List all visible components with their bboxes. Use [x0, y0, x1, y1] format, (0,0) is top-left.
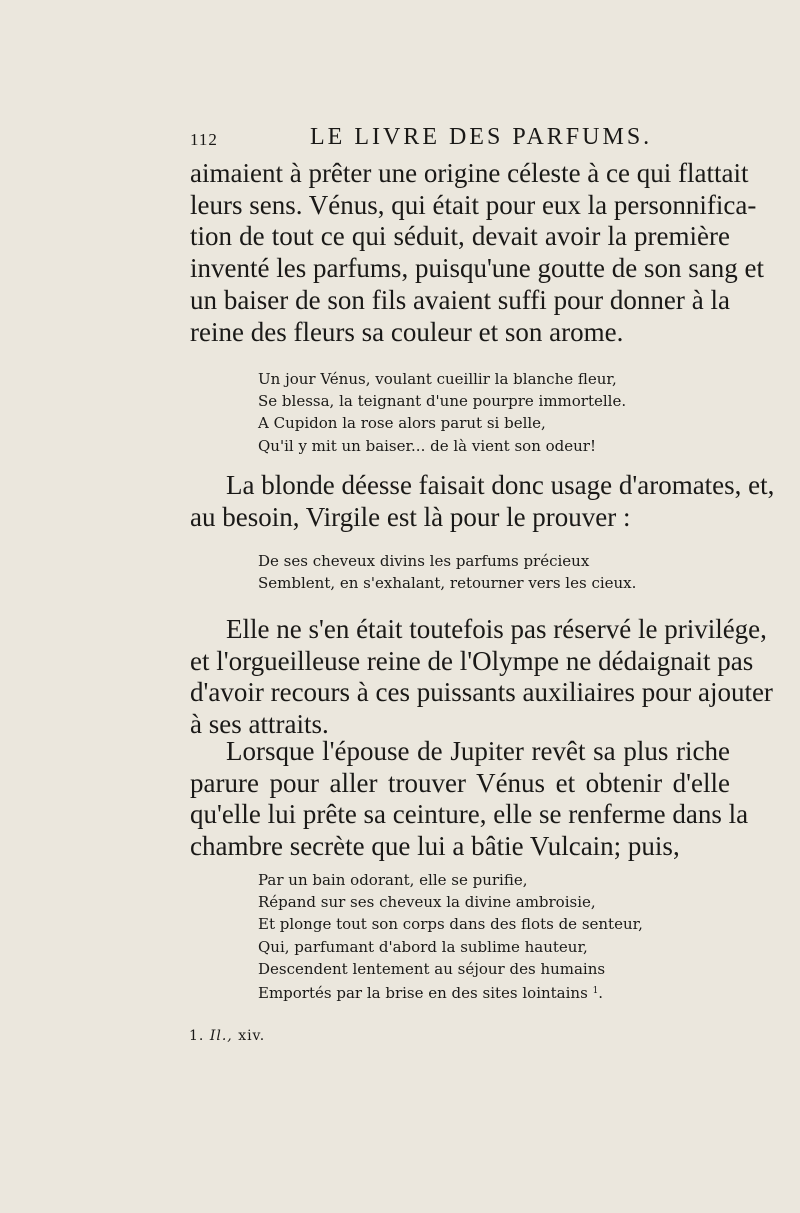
text-line: chambre secrète que lui a bâtie Vulcain; puis,: [190, 831, 680, 862]
text-line: à ses attraits.: [190, 709, 329, 740]
verse-line: Répand sur ses cheveux la divine ambroisie,: [258, 893, 596, 912]
text-line: d'avoir recours à ces puissants auxiliaires pour ajouter: [190, 677, 773, 708]
footnote-number: 1.: [189, 1028, 205, 1044]
text-line: et l'orgueilleuse reine de l'Olympe ne dédaignait pas: [190, 645, 754, 676]
verse-line: Emportés par la brise en des sites lointains $^1$.: [258, 984, 604, 1003]
paragraph-venus-origin: [190, 158, 765, 348]
text-line: aimaient à prêter une origine céleste à ce qui flattait: [190, 158, 749, 188]
verse-line: Par un bain odorant, elle se purifie,: [258, 871, 528, 889]
text-line: Lorsque l'épouse de Jupiter revêt sa plus riche: [226, 736, 730, 766]
text-line: Elle ne s'en était toutefois pas réservé le privilége,: [226, 614, 767, 644]
verse-line: Semblent, en s'exhalant, retourner vers les cieux.: [258, 574, 637, 593]
footnote-reference-text: xiv.: [238, 1028, 266, 1044]
paragraph-blonde-goddess: [190, 470, 775, 533]
paragraph-privilege: [190, 614, 773, 741]
paragraph-juno: [190, 736, 749, 863]
text-line: au besoin, Virgile est là pour le prouver :: [190, 501, 631, 532]
text-line: parure pour aller trouver Vénus et obtenir d'elle: [190, 767, 730, 798]
verse-line: Et plonge tout son corps dans des flots de senteur,: [258, 915, 643, 934]
page-header: [190, 124, 728, 154]
footnote-reference: 1: [592, 986, 599, 997]
text-line: La blonde déesse faisait donc usage d'aromates, et,: [226, 470, 775, 500]
text-line: qu'elle lui prête sa ceinture, elle se renferme dans la: [190, 799, 749, 830]
text-line: reine des fleurs sa couleur et son arome.: [190, 316, 624, 347]
footnote-source: Il.,: [209, 1028, 233, 1044]
verse-line: Qu'il y mit un baiser... de là vient son odeur!: [258, 436, 596, 455]
running-title: LE LIVRE DES PARFUMS.: [310, 124, 653, 150]
page-number: 112: [190, 130, 218, 149]
verse-line: Descendent lentement au séjour des humains: [258, 959, 606, 978]
verse-quote-iliad: [258, 869, 643, 1004]
footnote: [189, 1028, 265, 1044]
verse-line: Un jour Vénus, voulant cueillir la blanche fleur,: [258, 370, 617, 388]
verse-line: Qui, parfumant d'abord la sublime hauteur,: [258, 937, 588, 956]
verse-line: A Cupidon la rose alors parut si belle,: [258, 414, 546, 433]
verse-line: Se blessa, la teignant d'une pourpre immortelle.: [258, 392, 627, 411]
verse-line: De ses cheveux divins les parfums précieux: [258, 552, 590, 570]
verse-line-text: Emportés par la brise en des sites lointains: [258, 984, 588, 1003]
text-line: inventé les parfums, puisqu'une goutte de son sang et: [190, 253, 765, 284]
verse-quote-rose: [258, 368, 626, 457]
text-line: un baiser de son fils avaient suffi pour donner à la: [190, 284, 730, 315]
text-line: leurs sens. Vénus, qui était pour eux la personnifica-: [190, 189, 757, 220]
verse-quote-virgil: [258, 550, 636, 594]
text-line: tion de tout ce qui séduit, devait avoir la première: [190, 221, 730, 252]
